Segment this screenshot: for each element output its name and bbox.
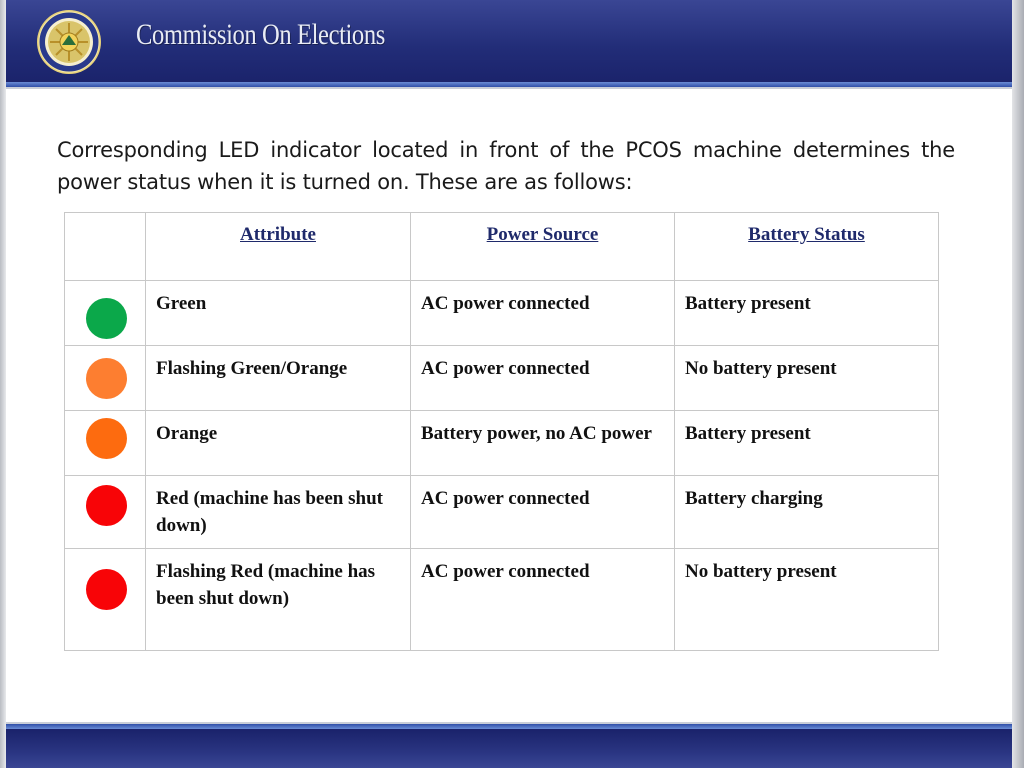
footer-bar [6,729,1012,768]
org-title: Commission On Elections [136,18,385,51]
power-source-cell: AC power connected [411,346,675,411]
header-led [65,213,146,281]
header-attribute: Attribute [146,213,411,281]
header-power-source: Power Source [411,213,675,281]
led-cell [65,476,146,549]
power-source-cell: AC power connected [411,476,675,549]
led-cell [65,411,146,476]
slide-frame-right [1012,0,1024,768]
table-row [65,411,939,476]
table-row [65,476,939,549]
led-cell [65,281,146,346]
attribute-cell: Green [146,281,411,346]
led-indicator-icon [86,418,127,459]
header-bar [6,0,1012,86]
comelec-seal-icon [36,9,102,75]
header-divider [6,87,1012,89]
slide-frame-left [0,0,6,768]
battery-status-cell: Battery charging [675,476,939,549]
attribute-cell: Red (machine has been shut down) [146,476,411,549]
led-indicator-icon [86,298,127,339]
battery-status-cell: No battery present [675,549,939,651]
table-row [65,549,939,651]
led-cell [65,346,146,411]
led-indicator-icon [86,485,127,526]
led-indicator-icon [86,569,127,610]
table-header-row [65,213,939,281]
power-source-cell: AC power connected [411,281,675,346]
table-row [65,346,939,411]
header-battery-status: Battery Status [675,213,939,281]
led-status-table [64,212,939,651]
attribute-cell: Orange [146,411,411,476]
intro-paragraph: Corresponding LED indicator located in front of the PCOS machine determines the power status when it is turned on. These are as follows: [57,138,955,194]
power-source-cell: Battery power, no AC power [411,411,675,476]
attribute-cell: Flashing Green/Orange [146,346,411,411]
battery-status-cell: Battery present [675,281,939,346]
battery-status-cell: Battery present [675,411,939,476]
power-source-cell: AC power connected [411,549,675,651]
attribute-cell: Flashing Red (machine has been shut down) [146,549,411,651]
led-cell [65,549,146,651]
led-indicator-icon [86,358,127,399]
table-row [65,281,939,346]
battery-status-cell: No battery present [675,346,939,411]
